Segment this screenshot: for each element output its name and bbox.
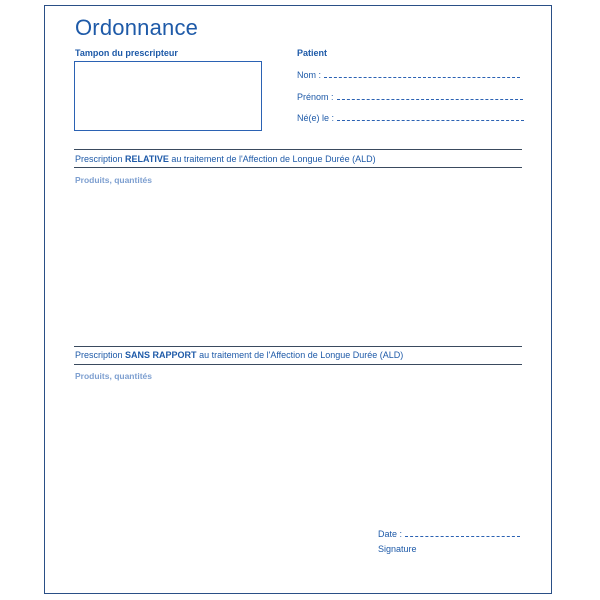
prescriber-stamp-box[interactable] <box>74 61 262 131</box>
document-title: Ordonnance <box>75 15 199 40</box>
section-ald-products-label: Produits, quantités <box>75 175 152 185</box>
section-ald-top-rule <box>74 149 522 150</box>
patient-heading: Patient <box>297 48 328 58</box>
section-other-prefix: Prescription <box>75 350 123 360</box>
section-ald-emphasis: RELATIVE <box>125 154 169 164</box>
prescription-sheet <box>44 5 552 594</box>
patient-firstname-line[interactable] <box>337 92 523 100</box>
section-other-products-label: Produits, quantités <box>75 371 152 381</box>
patient-birthdate-field[interactable] <box>297 113 524 123</box>
patient-name-line[interactable] <box>324 70 520 78</box>
section-ald-prefix: Prescription <box>75 154 123 164</box>
section-other-emphasis: SANS RAPPORT <box>125 350 197 360</box>
stamp-label: Tampon du prescripteur <box>75 48 178 58</box>
section-ald-suffix: au traitement de l'Affection de Longue Durée (ALD) <box>171 154 376 164</box>
section-other-top-rule <box>74 346 522 347</box>
date-field[interactable] <box>378 529 520 539</box>
section-other-suffix: au traitement de l'Affection de Longue Durée (ALD) <box>199 350 404 360</box>
patient-name-label: Nom : <box>297 70 322 80</box>
patient-birthdate-line[interactable] <box>337 113 524 121</box>
patient-birthdate-label: Né(e) le : <box>297 113 335 123</box>
date-line[interactable] <box>405 529 520 537</box>
section-ald-bottom-rule <box>74 167 522 168</box>
section-other-bottom-rule <box>74 364 522 365</box>
section-ald-heading <box>75 154 376 164</box>
patient-firstname-label: Prénom : <box>297 92 334 102</box>
section-other-heading <box>75 350 403 360</box>
patient-firstname-field[interactable] <box>297 92 523 102</box>
signature-label: Signature <box>378 544 417 554</box>
patient-name-field[interactable] <box>297 70 520 80</box>
date-label: Date : <box>378 529 403 539</box>
